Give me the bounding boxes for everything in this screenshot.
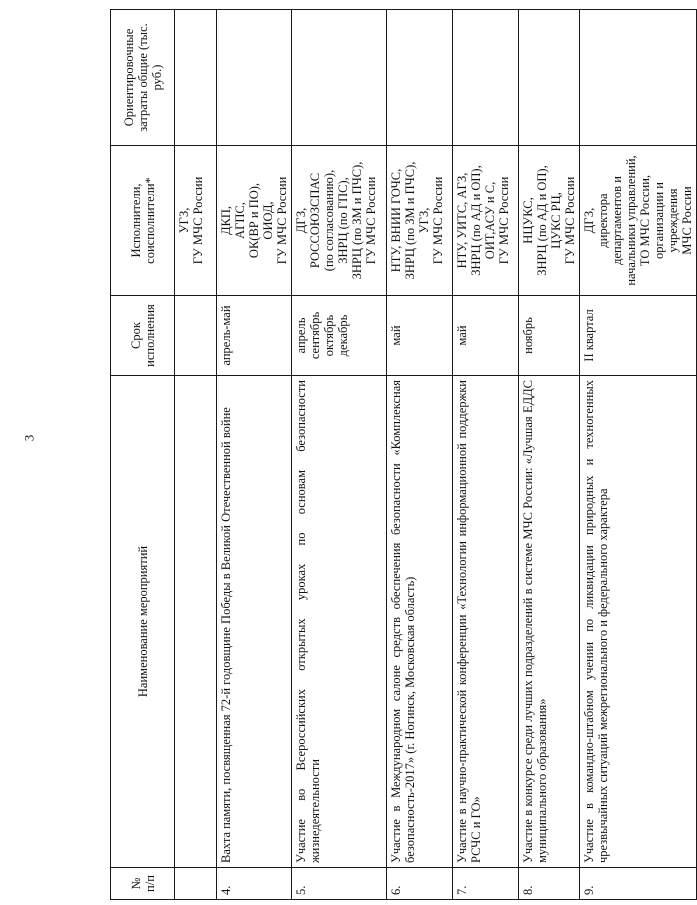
row-name: Участие в командно-штабном учении по ликвидации природных и техногенных чрезвычайных ситуаций межрегионального и федерального характера [580, 376, 697, 868]
term-line: апрель-май [219, 305, 233, 366]
row-cost [217, 10, 292, 146]
row-term [580, 296, 697, 376]
executor-line: ГУ МЧС России [497, 176, 511, 265]
row-cost [292, 10, 387, 146]
executor-line: РОССОЮЗСПАС [308, 172, 322, 269]
executor-line: УГЗ, [177, 207, 191, 234]
row-name: Участие в научно-практической конференции «Технологии информационной поддержки РСЧС и ГО» [453, 376, 519, 868]
page-number: 3 [21, 434, 37, 442]
row-term [453, 296, 519, 376]
row-name [175, 376, 217, 868]
executor-line: ЦУКС РЦ, [549, 192, 563, 249]
term-line: декабрь [336, 314, 350, 357]
row-term [519, 296, 580, 376]
executor-line: ЗНРЦ (по АД и ОП), [535, 165, 549, 276]
executor-line: ГУ МЧС России [364, 176, 378, 265]
header-executors: Исполнители, соисполнители* [111, 146, 175, 296]
executor-line: ГУ МЧС России [431, 176, 445, 265]
row-cost [519, 10, 580, 146]
row-executors [217, 146, 292, 296]
executor-line: начальники управлений, [624, 155, 638, 286]
executor-line: ДГЗ, [294, 207, 308, 234]
row-name: Участие в конкурсе среди лучших подразделений в системе МЧС России: «Лучшая ЕДДС муниципального образования» [519, 376, 580, 868]
executor-line: ДГЗ, [582, 207, 596, 234]
term-line: май [455, 325, 469, 346]
executor-line: ТО МЧС России, [638, 174, 652, 267]
executor-line: НТУ, УИТС, АГЗ, [455, 172, 469, 269]
executor-line: (по согласованию), [322, 169, 336, 272]
plan-table [110, 9, 697, 900]
row-executors [580, 146, 697, 296]
row-name: Участие в Международном салоне средств обеспечения безопасности «Комплексная безопасность-2017» (г. Ногинск, Московская область) [387, 376, 453, 868]
executor-line: ОИТ,АСУ и С, [483, 181, 497, 260]
table-row [175, 10, 217, 900]
row-term [387, 296, 453, 376]
executor-line: ГУ МЧС России [191, 176, 205, 265]
term-line: апрель [294, 317, 308, 354]
executor-line: учреждения [666, 188, 680, 253]
executor-line: ОИОД, [261, 201, 275, 240]
executor-line: ЗНРЦ (по ЗМ и ПЧС), [403, 161, 417, 280]
header-name: Наименование мероприятий [111, 376, 175, 868]
executor-line: УГЗ, [417, 207, 431, 234]
table-header-row [111, 10, 175, 900]
table-body [175, 10, 697, 900]
row-term [292, 296, 387, 376]
executor-line: ОК(ВР и ПО), [247, 182, 261, 259]
row-cost [175, 10, 217, 146]
table-row [292, 10, 387, 900]
term-line: сентябрь [308, 311, 322, 360]
term-line: II квартал [582, 309, 596, 362]
row-number: 4. [217, 868, 292, 900]
row-number: 8. [519, 868, 580, 900]
table-row [453, 10, 519, 900]
executor-line: ЗНРЦ (по АД и ОП), [469, 165, 483, 276]
row-number: 5. [292, 868, 387, 900]
table-row [580, 10, 697, 900]
row-executors [175, 146, 217, 296]
row-number: 7. [453, 868, 519, 900]
row-term [175, 296, 217, 376]
row-executors [453, 146, 519, 296]
table-row [519, 10, 580, 900]
executor-line: МЧС России [680, 186, 694, 255]
table-row [217, 10, 292, 900]
row-executors [292, 146, 387, 296]
executor-line: НЦУКС, [521, 197, 535, 244]
executor-line: ГУ МЧС России [563, 176, 577, 265]
header-num: № п/п [111, 868, 175, 900]
executor-line: ДКП, [219, 205, 233, 236]
executor-line: организации и [652, 182, 666, 259]
executor-line: ГУ МЧС России [275, 176, 289, 265]
row-number: 9. [580, 868, 697, 900]
row-number: 6. [387, 868, 453, 900]
row-cost [387, 10, 453, 146]
row-cost [453, 10, 519, 146]
row-cost [580, 10, 697, 146]
table-row [387, 10, 453, 900]
executor-line: ЗНРЦ (по ГПС), [336, 177, 350, 264]
row-term [217, 296, 292, 376]
row-name: Вахта памяти, посвященная 72-й годовщине Победы в Великой Отечественной войне [217, 376, 292, 868]
row-name: Участие во Всероссийских открытых уроках по основам безопасности жизнедеятельности [292, 376, 387, 868]
row-number [175, 868, 217, 900]
row-executors [519, 146, 580, 296]
executor-line: НТУ, ВНИИ ГОЧС, [389, 168, 403, 273]
executor-line: АГПС, [233, 202, 247, 239]
term-line: ноябрь [521, 317, 535, 354]
header-cost: Ориентировочные затраты общие (тыс. руб.) [111, 10, 175, 146]
row-executors [387, 146, 453, 296]
executor-line: ЗНРЦ (по ЗМ и ПЧС), [350, 161, 364, 280]
executor-line: директора [596, 193, 610, 248]
plan-table-frame [110, 10, 694, 900]
executor-line: департаментов и [610, 176, 624, 265]
header-term: Срок исполнения [111, 296, 175, 376]
term-line: май [389, 325, 403, 346]
term-line: октябрь [322, 314, 336, 357]
